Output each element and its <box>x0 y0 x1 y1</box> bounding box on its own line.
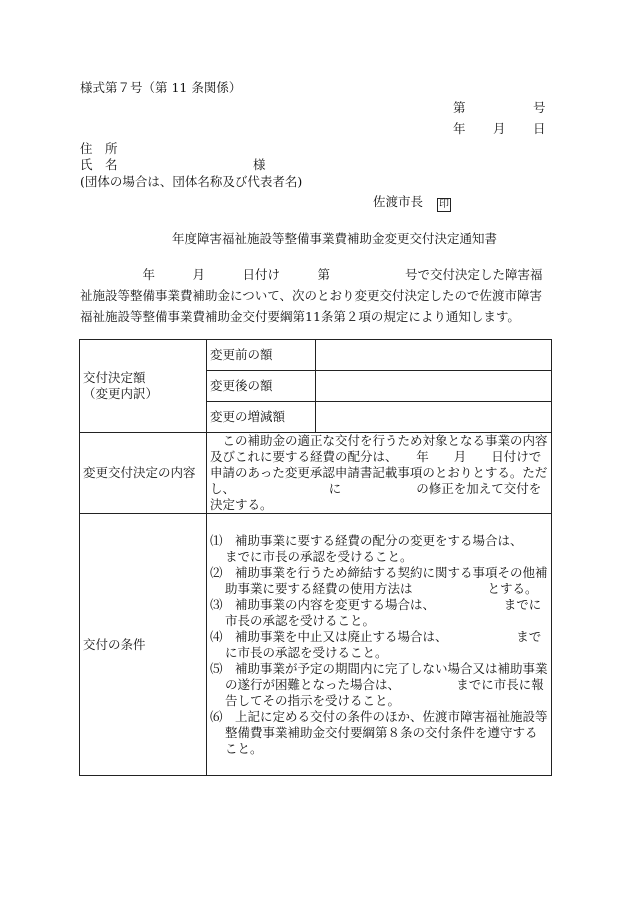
form-number: 様式第７号（第 11 条関係） <box>80 80 242 95</box>
issuer-name: 佐渡市長 <box>373 194 424 209</box>
condition-item: ⑴ 補助事業に要する経費の配分の変更をする場合は、 までに市長の承認を受けること。 <box>210 532 579 564</box>
group-note: (団体の場合は、団体名称及び代表者名) <box>80 174 303 189</box>
content-text: この補助金の適正な交付を行うため対象となる事業の内容及びこれに要する経費の配分は、 年 月 日付けで申請のあった変更承認申請書記載事項のとおりとする。ただし、 に の修正を加えて交付を決定する。 <box>210 433 548 512</box>
before-amount-value <box>316 340 552 371</box>
condition-item: ⑹ 上記に定める交付の条件のほか、佐渡市障害福祉施設等整備費事業補助金交付要綱第８条の交付条件を遵守すること。 <box>210 708 548 756</box>
body-text: 年 月 日付け 第 号で交付決定した障害福祉施設等整備事業費補助金について、次のとおり変更交付決定したので佐渡市障害福祉施設等整備事業費補助金交付要綱第11条第２項の規定により通知します。 <box>80 267 543 324</box>
name-label: 氏 名 <box>80 157 118 172</box>
condition-item: ⑸ 補助事業が予定の期間内に完了しない場合又は補助事業の遂行が困難となった場合は、 までに市長に報告してその指示を受けること。 <box>210 660 548 708</box>
doc-number-prefix: 第 <box>453 100 466 115</box>
seal-mark: 印 <box>439 199 450 210</box>
condition-item: ⑶ 補助事業の内容を変更する場合は、 までに市長の承認を受けること。 <box>210 596 542 628</box>
after-amount-label: 変更後の額 <box>207 371 316 402</box>
content-cell <box>207 433 552 514</box>
document-title: 年度障害福祉施設等整備事業費補助金変更交付決定通知書 <box>172 231 498 246</box>
content-label: 変更交付決定の内容 <box>80 433 207 514</box>
diff-amount-label: 変更の増減額 <box>207 402 316 433</box>
honorific: 様 <box>253 157 266 172</box>
amount-label: 交付決定額 （変更内訳） <box>80 340 207 433</box>
before-amount-label: 変更前の額 <box>207 340 316 371</box>
diff-amount-value <box>316 402 552 433</box>
decision-table <box>79 339 579 776</box>
date-month: 月 <box>493 121 506 136</box>
doc-number-suffix: 号 <box>533 100 546 115</box>
condition-item: ⑵ 補助事業を行うため締結する契約に関する事項その他補助事業に要する経費の使用方法は とする。 <box>210 564 548 596</box>
address-label: 住 所 <box>80 141 118 156</box>
conditions-label: 交付の条件 <box>80 514 207 776</box>
after-amount-value <box>316 371 552 402</box>
date-day: 日 <box>533 121 546 136</box>
issuer-line <box>373 194 451 212</box>
conditions-cell <box>207 514 579 776</box>
condition-item: ⑷ 補助事業を中止又は廃止する場合は、 までに市長の承認を受けること。 <box>210 628 542 660</box>
date-year: 年 <box>453 121 466 136</box>
